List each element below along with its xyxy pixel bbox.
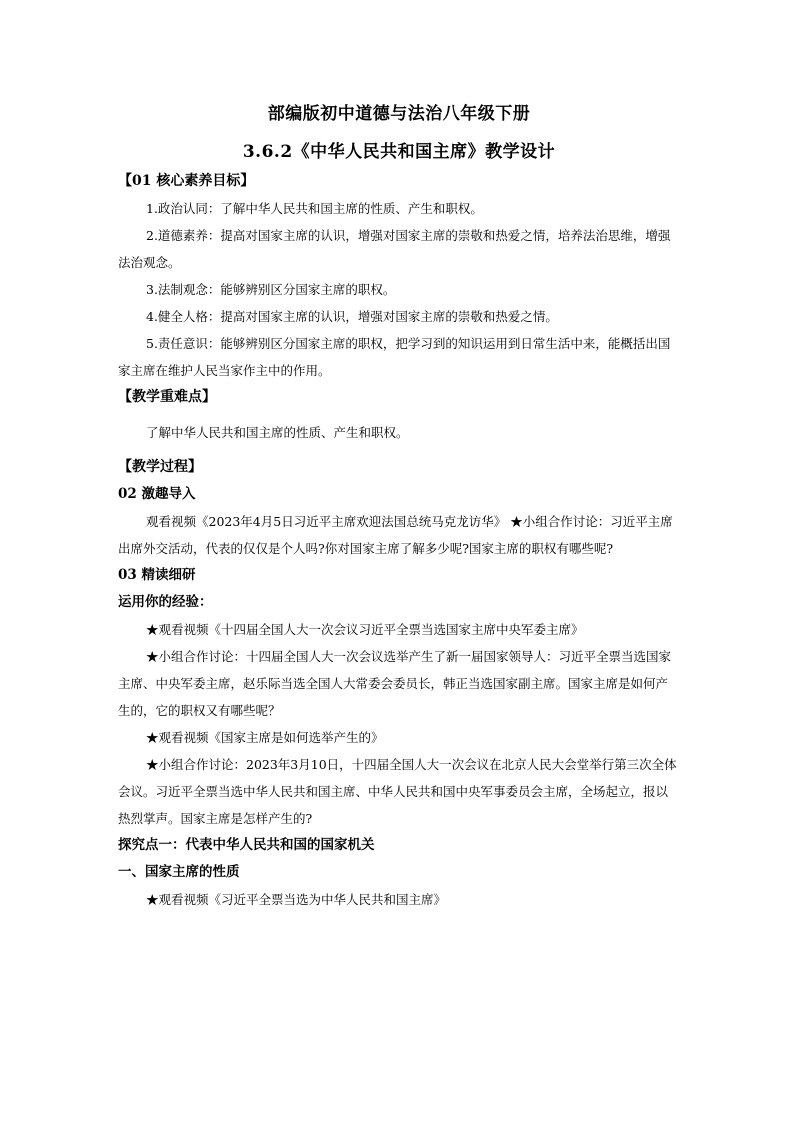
process-heading: 【教学过程】	[118, 459, 202, 475]
document-content	[118, 100, 680, 913]
core-goals-heading: 【01 核心素养目标】	[118, 173, 255, 189]
key-points-text: 了解中华人民共和国主席的性质、产生和职权。	[146, 425, 409, 440]
explore1-heading: 探究点一：代表中华人民共和国的国家机关	[118, 837, 375, 853]
doc-title-line1: 部编版初中道德与法治八年级下册	[267, 104, 531, 124]
study-para-2: ★小组合作讨论：十四届全国人大一次会议选举产生了新一届国家领导人：习近平全票当选国家主席、中央军委主席，赵乐际当选全国人大常委会委员长，韩正当选国家副主席。国家主席是如何产生的，它的职权又有哪些呢？	[118, 649, 672, 718]
core-goal-item-3: 3.法制观念：能够辨别区分国家主席的职权。	[146, 282, 396, 297]
doc-title-line2: 3.6.2《中华人民共和国主席》教学设计	[242, 142, 556, 162]
intro-text: 观看视频《2023年4月5日习近平主席欢迎法国总统马克龙访华》 ★小组合作讨论：习近平主席出席外交活动，代表的仅仅是个人吗?你对国家主席了解多少呢?国家主席的职权有哪些呢?	[118, 514, 673, 556]
explore1-text: ★观看视频《习近平全票当选为中华人民共和国主席》	[146, 892, 447, 907]
study-para-1: ★观看视频《十四届全国人大一次会议习近平全票当选国家主席中央军委主席》	[146, 622, 584, 637]
key-points-heading: 【教学重难点】	[118, 389, 216, 405]
core-goal-item-1: 1.政治认同：了解中华人民共和国主席的性质、产生和职权。	[146, 201, 483, 216]
core-goal-item-5: 5.责任意识：能够辨别区分国家主席的职权，把学习到的知识运用到日常生活中来，能概括出国家主席在维护人民当家作主中的作用。	[118, 336, 671, 378]
core-goal-item-2: 2.道德素养：提高对国家主席的认识，增强对国家主席的崇敬和热爱之情，培养法治思维，增强法治观念。	[118, 228, 671, 270]
study-para-4: ★小组合作讨论：2023年3月10日，十四届全国人大一次会议在北京人民大会堂举行第三次全体会议。习近平全票当选中华人民共和国主席、中华人民共和国中央军事委员会主席，全场起立，报以热烈掌声。国家主席是怎样产生的?	[118, 757, 677, 826]
study-para-3: ★观看视频《国家主席是如何选举产生的》	[146, 730, 384, 745]
experience-heading: 运用你的经验：	[118, 594, 213, 610]
intro-heading: 02 激趣导入	[118, 486, 196, 502]
explore1-subheading: 一、国家主席的性质	[118, 864, 240, 880]
study-heading: 03 精读细研	[118, 567, 196, 583]
core-goal-item-4: 4.健全人格：提高对国家主席的认识，增强对国家主席的崇敬和热爱之情。	[146, 309, 558, 324]
